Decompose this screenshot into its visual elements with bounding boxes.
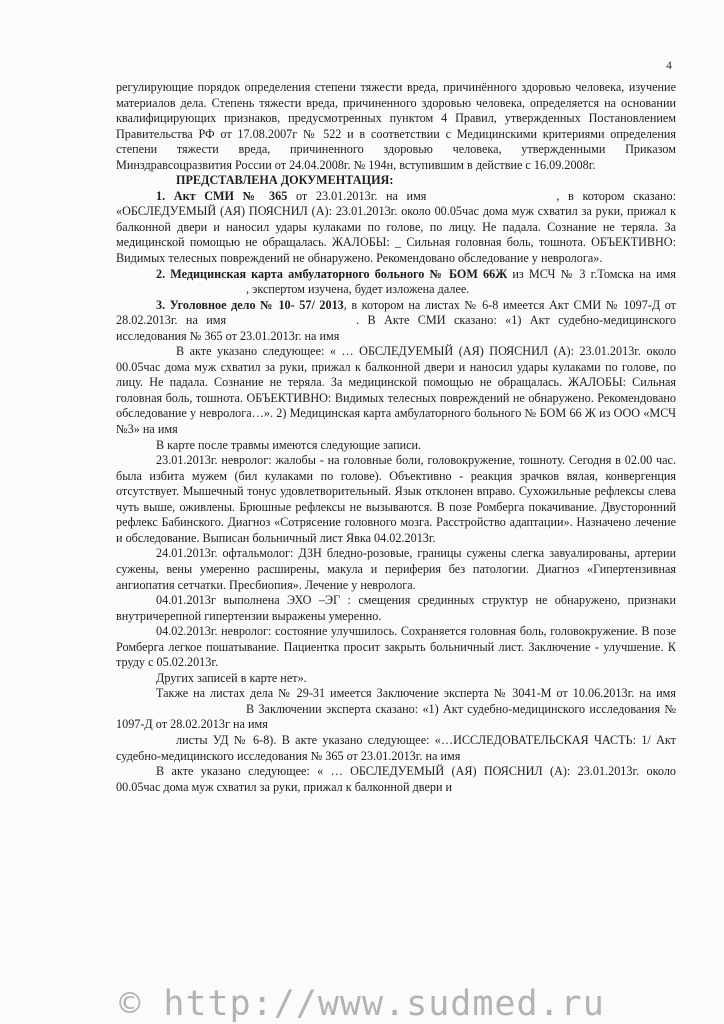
item-3: [116, 298, 676, 345]
record-ophthalmologist: 24.01.2013г. офтальмолог: ДЗН бледно-розовые, границы сужены слегка завуалированы, артерии сужены, вены умеренно расширены, макула и периферия без патологии. Диагноз «Гипертензивная ангиопатия сетчатки. Пресбиопия». Лечение у невролога.: [116, 546, 676, 592]
research-part: листы УД № 6-8). В акте указано следующее: «…ИССЛЕДОВАТЕЛЬСКАЯ ЧАСТЬ: 1/ Акт судебно-медицинского исследования № 365 от 23.01.2013г. на имя: [116, 732, 676, 763]
no-other-records: Других записей в карте нет».: [156, 670, 307, 685]
record-neurologist-1: 23.01.2013г. невролог: жалобы - на головные боли, головокружение, тошноту. Сегодня в 02.00 час. была избита мужем (бил кулаками по голове). Объективно - реакция зрачков вялая, конвергенция отсутствует. Мышечный тонус удовлетворительный. Язык отклонен вправо. Сухожильные рефлексы слева чуть выше, оживлены. Брюшные рефлексы не вызываются. В позе Ромберга покачивание. Двусторонний рефлекс Бабинского. Диагноз «Сотрясение головного мозга. Расстройство адаптации». Назначено лечение и обследование. Выписан больничный лист Явка 04.02.2013г.: [116, 453, 676, 545]
document-body: [116, 80, 676, 795]
expert-conclusion-text: Также на листах дела № 29-31 имеется Заключение эксперта № 3041-М от 10.06.2013г. на имя: [156, 686, 676, 701]
item-1-text: , в котором сказано: «ОБСЛЕДУЕМЫЙ (АЯ) ПОЯСНИЛ (А): 23.01.2013г. около 00.05час дома муж схватил за руки, прижал к балконной двери и наносил удары кулаками по голове, по лицу. Не падала. Сознание не теряла. За медицинской помощью не обращалась. ЖАЛОБЫ: _ Сильная головная боль, тошнота. ОБЪЕКТИВНО: Видимых телесных повреждений не обнаружено. Рекомендовано обследование у невролога».: [116, 188, 677, 266]
expert-conclusion-ref: [116, 686, 676, 733]
item-2-text: , экспертом изучена, будет изложена далее.: [246, 282, 470, 297]
item-3-title: 3. Уголовное дело № 10- 57/ 2013: [156, 297, 344, 312]
intro-paragraph: регулирующие порядок определения степени тяжести вреда, причинённого здоровью человека, изучение материалов дела. Степень тяжести вреда, причиненного здоровью человека, определяется на основании квалифицирующих признаков, предусмотренных пунктом 4 Правил, утвержденных Постановлением Правительства РФ от 17.08.2007г № 522 и в соответствии с Медицинскими критериями определения степени тяжести вреда, причиненного здоровью человека, утвержденными Приказом Минздравсоцразвития России от 24.04.2008г. № 194н, вступившим в действие с 16.09.2008г.: [116, 80, 676, 172]
act-quote-paragraph: В акте указано следующее: « … ОБСЛЕДУЕМЫЙ (АЯ) ПОЯСНИЛ (А): 23.01.2013г. около 00.05час дома муж схватил за руки, прижал к балконной двери и наносил удары кулаками по голове, по лицу. Не падала. Сознание не теряла. За медицинской помощью не обращалась. ЖАЛОБЫ: Сильная головная боль, тошнота. ОБЪЕКТИВНО: Видимых телесных повреждений не обнаружено. Рекомендовано обследование у невролога…». 2) Медицинская карта амбулаторного больного № БОМ 66 Ж из ООО «МСЧ №3» на имя: [116, 344, 676, 437]
item-1: [116, 189, 676, 267]
item-2-title: 2. Медицинская карта амбулаторного больного № БОМ 66Ж: [156, 266, 508, 281]
expert-conclusion-said: В Заключении эксперта сказано: «1) Акт судебно-медицинского исследования № 1097-Д от 28.02.2013г на имя: [116, 701, 676, 732]
item-2: [116, 267, 676, 298]
final-act-quote: В акте указано следующее: « … ОБСЛЕДУЕМЫЙ (АЯ) ПОЯСНИЛ (А): 23.01.2013г. около 00.05час дома муж схватил за руки, прижал к балконной двери и: [116, 764, 676, 794]
item-1-date: от 23.01.2013г. на имя: [287, 188, 427, 203]
item-3-text: . В Акте СМИ сказано: «1) Акт судебно-медицинского исследования № 365 от 23.01.2013г. на имя: [116, 313, 676, 343]
item-1-title: 1. Акт СМИ № 365: [156, 188, 288, 203]
item-3-rest: , в котором на листах № 6-8 имеется Акт СМИ № 1097-Д от 28.02.2013г. на имя: [116, 297, 677, 328]
section-heading: ПРЕДСТАВЛЕНА ДОКУМЕНТАЦИЯ:: [176, 173, 394, 188]
page-number: 4: [666, 58, 672, 72]
watermark-text: © http://www.sudmed.ru: [119, 984, 605, 1024]
record-neurologist-2: 04.02.2013г. невролог: состояние улучшилось. Сохраняется головная боль, головокружение. В позе Ромберга легкое пошатывание. Пациентка просит закрыть больничный лист. Заключение - улучшение. К труду с 05.02.2013г.: [116, 624, 676, 670]
record-echo-eg: 04.01.2013г выполнена ЭХО –ЭГ : смещения срединных структур не обнаружено, признаки внутричерепной гипертензии выражены умеренно.: [116, 593, 676, 623]
item-2-rest: из МСЧ № 3 г.Томска на имя: [507, 266, 676, 281]
card-records-intro: В карте после травмы имеются следующие записи.: [156, 437, 422, 452]
